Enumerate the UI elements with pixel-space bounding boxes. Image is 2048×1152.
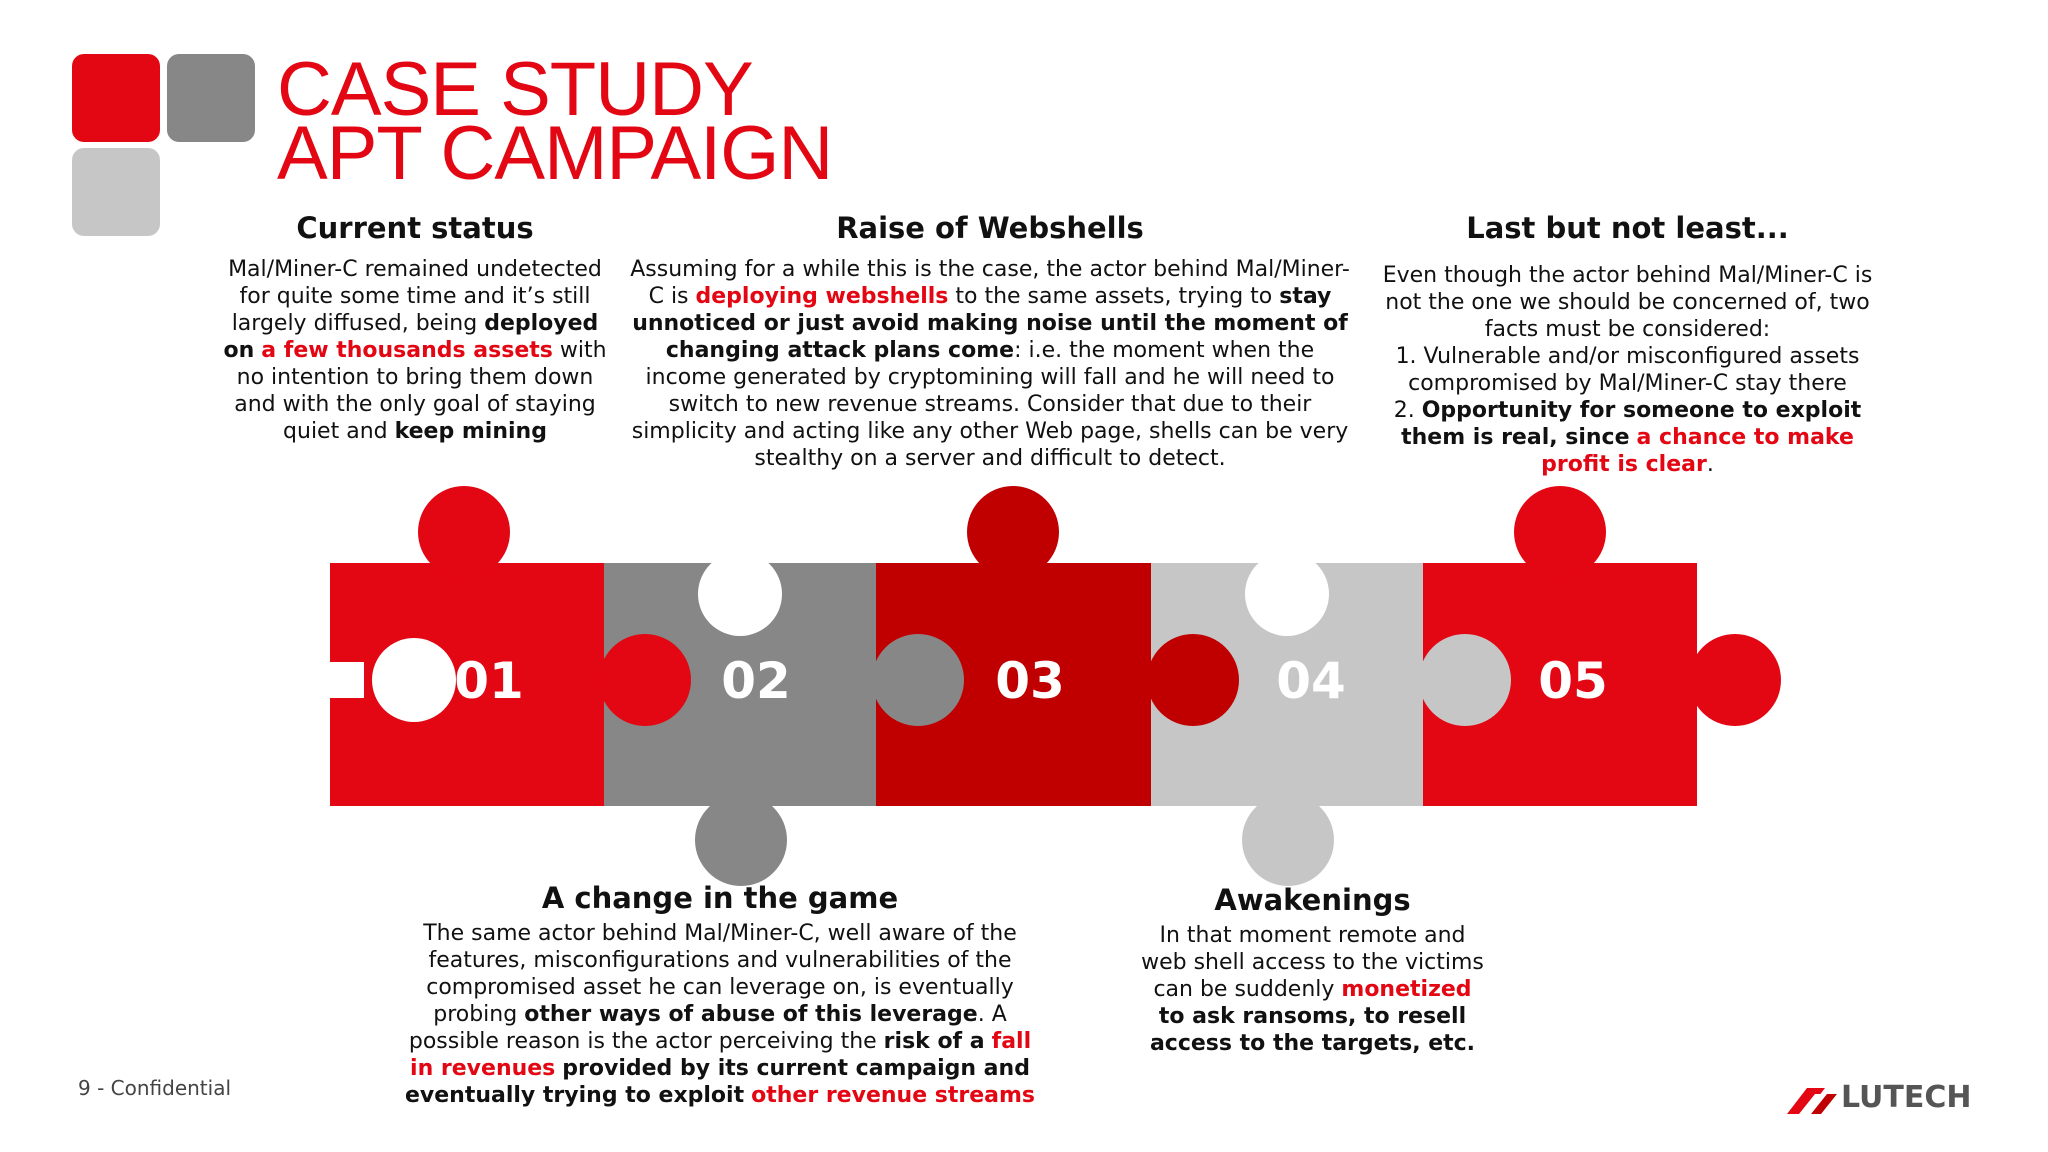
title-line-1: CASE STUDY xyxy=(277,47,753,132)
section-heading: Last but not least... xyxy=(1466,211,1789,245)
section-change-in-the-game xyxy=(400,880,1040,1109)
puzzle-tab-neck xyxy=(872,662,902,698)
puzzle-number-05: 05 xyxy=(1538,652,1608,710)
lutech-logo xyxy=(1785,1080,1975,1120)
section-text: Mal/Miner-C remained undetected for quite some time and it’s still largely diffused, being deployed on a few thousands assets with no intention to bring them down and with the only goal of staying quiet and keep mining xyxy=(223,257,607,444)
page-footer: 9 - Confidential xyxy=(78,1076,232,1100)
title-line-2: APT CAMPAIGN xyxy=(277,111,833,196)
section-text: In that moment remote and web shell access to the victims can be suddenly monetized to ask ransoms, to resell access to the targets, etc. xyxy=(1141,923,1484,1056)
lutech-logo-icon xyxy=(1785,1080,1841,1120)
logo-text: LUTECH xyxy=(1841,1080,1972,1115)
puzzle-tab-neck xyxy=(1147,662,1177,698)
section-text: Assuming for a while this is the case, the actor behind Mal/Miner-C is deploying webshells to the same assets, trying to stay unnoticed or just avoid making noise until the moment of changing attack plans come: i.e. the moment when the income generated by cryptomining will fall and he will need to switch to new revenue streams. Consider that due to their simplicity and acting like any other Web page, shells can be very stealthy on a server and difficult to detect. xyxy=(630,257,1350,471)
section-awakenings xyxy=(1140,882,1485,1057)
puzzle-number-02: 02 xyxy=(721,652,791,710)
section-text: Even though the actor behind Mal/Miner-C is not the one we should be concerned of, two facts must be considered: 1. Vulnerable and/or misconfigured assets compromised by Mal/Miner-C stay there 2. Opportunity for someone to exploit them is real, since a chance to make profit is clear. xyxy=(1382,263,1873,477)
puzzle-number-01: 01 xyxy=(454,652,524,710)
puzzle-piece-01 xyxy=(330,486,606,806)
section-heading: Current status xyxy=(296,211,534,245)
puzzle-number-03: 03 xyxy=(995,652,1065,710)
puzzle-number-04: 04 xyxy=(1276,652,1346,710)
puzzle-tab-neck xyxy=(600,662,630,698)
section-heading: Raise of Webshells xyxy=(836,211,1144,245)
section-text: The same actor behind Mal/Miner-C, well aware of the features, misconfigurations and vulnerabilities of the compromised asset he can leverage on, is eventually probing other ways of abuse of this leverage. A possible reason is the actor perceiving the risk of a fall in revenues provided by its current campaign and eventually trying to exploit other revenue streams xyxy=(404,921,1036,1108)
puzzle-tab-neck xyxy=(1419,662,1449,698)
section-heading: Awakenings xyxy=(1214,883,1411,917)
section-heading: A change in the game xyxy=(541,881,899,915)
